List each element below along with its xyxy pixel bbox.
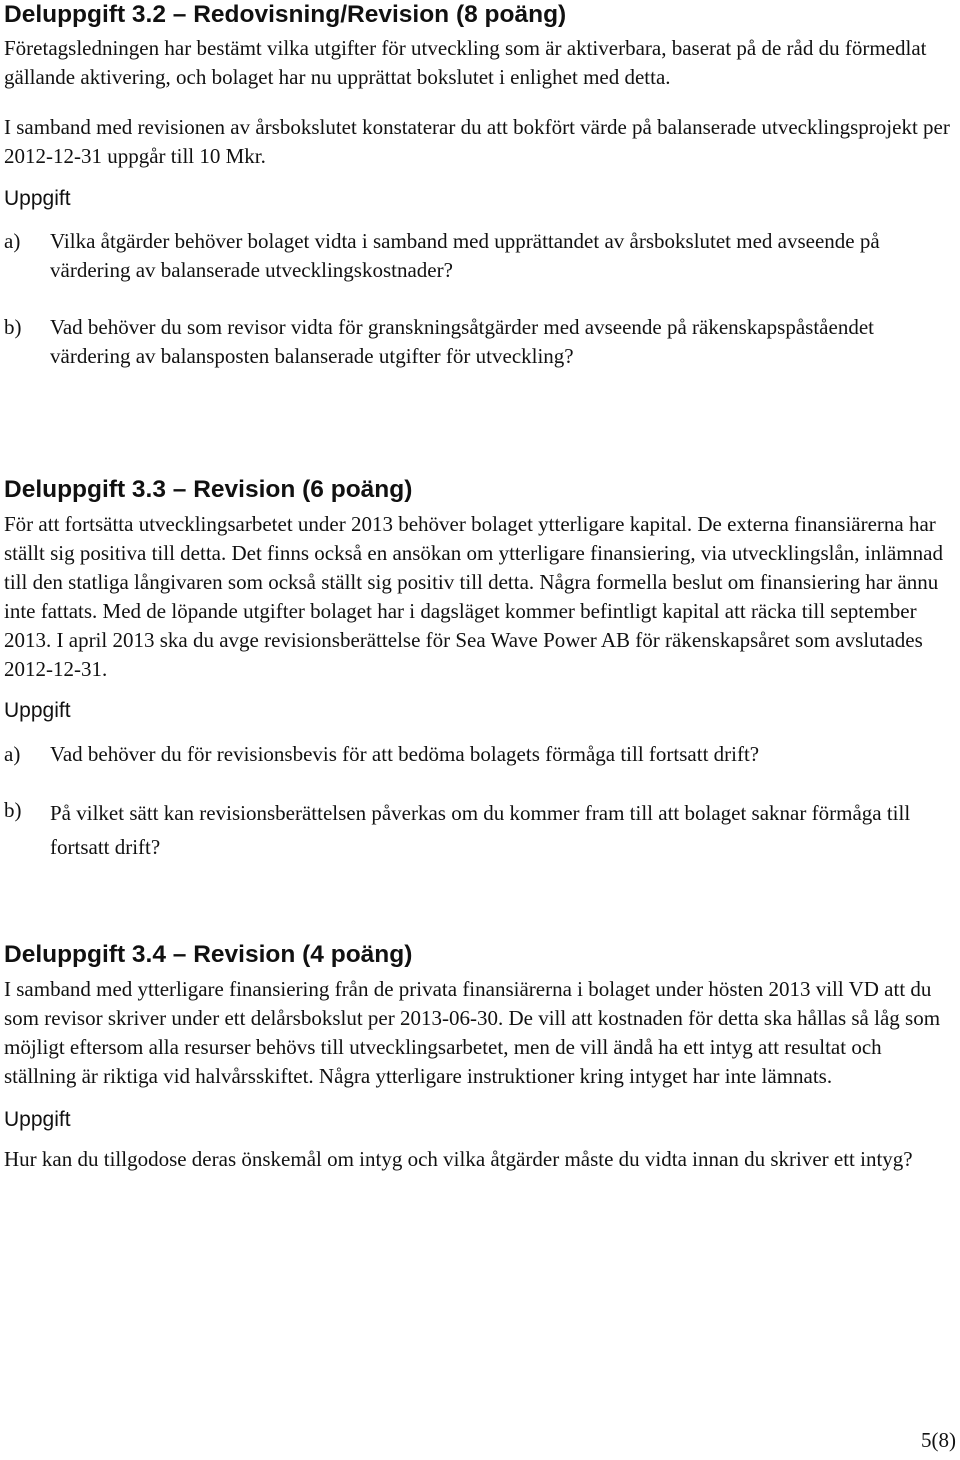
section-3-3-heading: Deluppgift 3.3 – Revision (6 poäng) [4,476,413,503]
question-label: a) [4,742,21,766]
document-page [4,0,956,1174]
question-text: Vad behöver du för revisionsbevis för att bedöma bolagets förmåga till fortsatt drift? [50,742,760,766]
section-3-3-question-b [4,796,956,864]
question-label: b) [4,315,22,339]
question-label: a) [4,229,21,253]
section-3-2-heading: Deluppgift 3.2 – Redovisning/Revision (8 poäng) [4,1,567,28]
question-label: b) [4,798,22,822]
question-text: Vad behöver du som revisor vidta för granskningsåtgärder med avseende på räkenskapspåståendet värdering av balansposten balanserade utgifter för utveckling? [50,315,874,368]
section-3-2-task-label: Uppgift [4,187,71,210]
section-3-4-task-label: Uppgift [4,1108,71,1131]
section-3-3-task-label: Uppgift [4,699,71,722]
section-3-4-task-text: Hur kan du tillgodose deras önskemål om intyg och vilka åtgärder måste du vidta innan du skriver ett intyg? [4,1147,913,1171]
section-3-3-question-a [4,740,956,769]
section-3-2-question-a [4,227,956,285]
question-text: Vilka åtgärder behöver bolaget vidta i samband med upprättandet av årsbokslutet med avseende på värdering av balanserade utvecklingskostnader? [50,229,880,282]
section-3-4-heading: Deluppgift 3.4 – Revision (4 poäng) [4,941,413,968]
section-3-2-intro: Företagsledningen har bestämt vilka utgifter för utveckling som är aktiverbara, baserat på de råd du förmedlat gällande aktivering, och bolaget har nu upprättat bokslutet i enlighet med detta. [4,36,927,89]
section-3-2-question-b [4,313,956,371]
section-3-4-intro: I samband med ytterligare finansiering från de privata finansiärerna i bolaget under hösten 2013 vill VD att du som revisor skriver under ett delårsbokslut per 2013-06-30. De vill att kostnaden för detta ska hållas så låg som möjligt eftersom alla resurser behövs till utvecklingsarbetet, men de vill ändå ha ett intyg att resultat och ställning är riktiga vid halvårsskiftet. Några ytterligare instruktioner kring intyget har inte lämnats. [4,977,941,1088]
section-3-2-context: I samband med revisionen av årsbokslutet konstaterar du att bokfört värde på balanserade utvecklingsprojekt per 2012-12-31 uppgår till 10 Mkr. [4,115,950,168]
question-text: På vilket sätt kan revisionsberättelsen påverkas om du kommer fram till att bolaget saknar förmåga till fortsatt drift? [50,801,911,859]
page-number: 5(8) [921,1428,956,1452]
section-3-3-intro: För att fortsätta utvecklingsarbetet under 2013 behöver bolaget ytterligare kapital. De externa finansiärerna har ställt sig positiva till detta. Det finns också en ansökan om ytterligare finansiering, via utvecklingslån, inlämnad till den statliga långivaren som också ställt sig positiv till detta. Några formella beslut om finansiering har ännu inte fattats. Med de löpande utgifter bolaget har i dagsläget kommer befintligt kapital att räcka till september 2013. I april 2013 ska du avge revisionsberättelse för Sea Wave Power AB för räkenskapsåret som avslutades 2012-12-31. [4,512,943,681]
